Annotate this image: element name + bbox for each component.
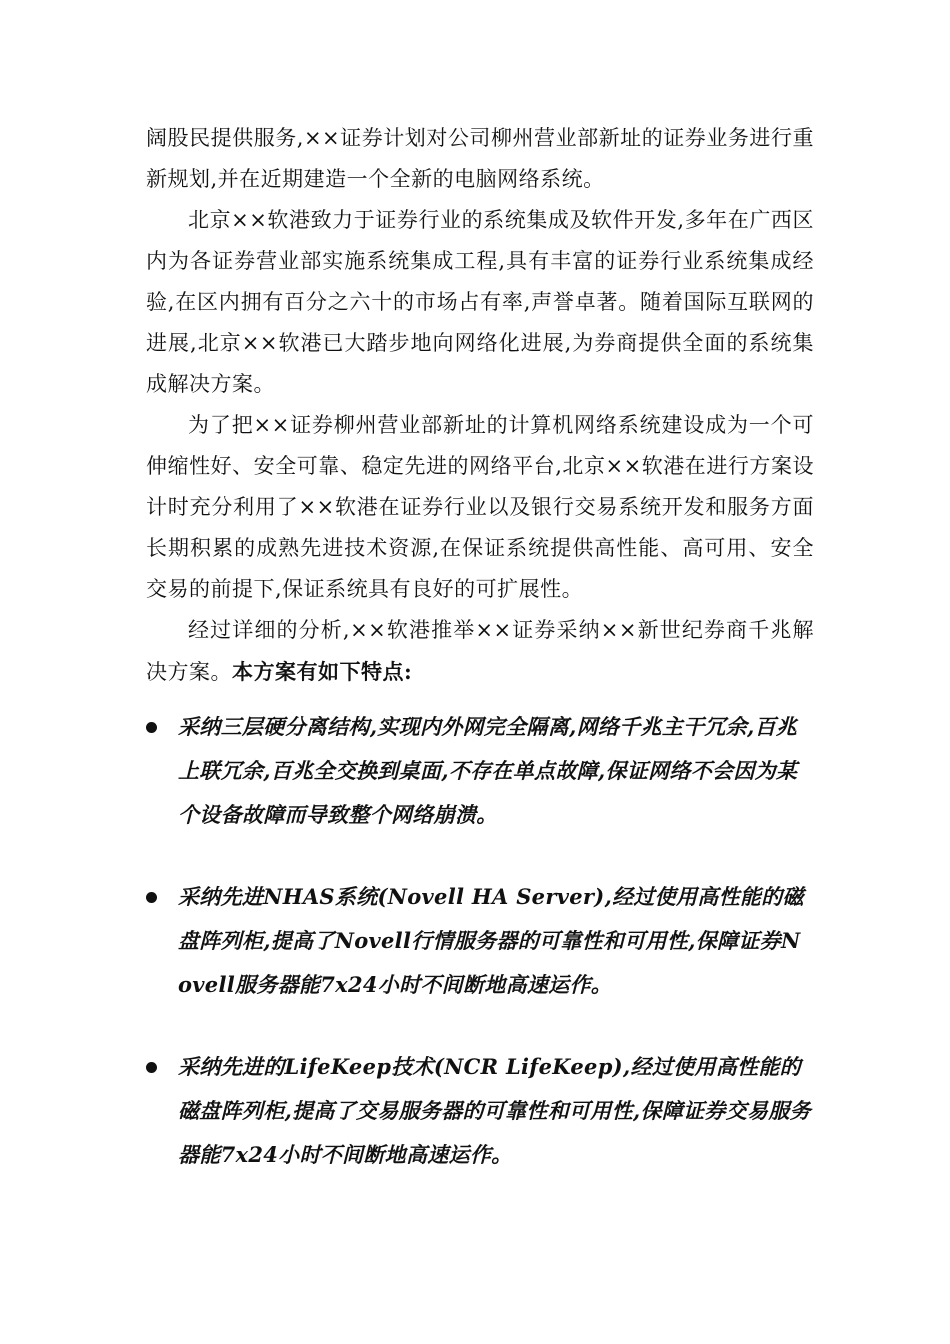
features-heading: 本方案有如下特点: — [232, 659, 413, 684]
bullet-icon — [146, 1062, 157, 1073]
feature-text: 采纳先进NHAS系统(Novell HA Server),经过使用高性能的磁盘阵列柜,提高了Novell行情服务器的可靠性和可用性,保障证券Novell服务器能7x24小时不间断地高速运作。 — [178, 884, 804, 997]
feature-text: 采纳三层硬分离结构,实现内外网完全隔离,网络千兆主干冗余,百兆上联冗余,百兆全交换到桌面,不存在单点故障,保证网络不会因为某个设备故障而导致整个网络崩溃。 — [178, 714, 798, 827]
bullet-icon — [146, 722, 157, 733]
paragraph-company-intro: 北京××软港致力于证券行业的系统集成及软件开发,多年在广西区内为各证券营业部实施系统集成工程,具有丰富的证券行业系统集成经验,在区内拥有百分之六十的市场占有率,声誉卓著。随着国际互联网的进展,北京××软港已大踏步地向网络化进展,为券商提供全面的系统集成解决方案。 — [146, 208, 814, 396]
feature-text: 采纳先进的LifeKeep技术(NCR LifeKeep),经过使用高性能的磁盘阵列柜,提高了交易服务器的可靠性和可用性,保障证券交易服务器能7x24小时不间断地高速运作。 — [178, 1054, 811, 1167]
paragraph-design-goal: 为了把××证券柳州营业部新址的计算机网络系统建设成为一个可伸缩性好、安全可靠、稳定先进的网络平台,北京××软港在进行方案设计时充分利用了××软港在证券行业以及银行交易系统开发和服务方面长期积累的成熟先进技术资源,在保证系统提供高性能、高可用、安全交易的前提下,保证系统具有良好的可扩展性。 — [146, 413, 814, 601]
feature-item-nhas — [146, 875, 814, 1007]
document-body — [146, 118, 814, 1215]
feature-list — [146, 705, 814, 1177]
paragraph-recommendation — [146, 610, 814, 693]
paragraph-continuation: 阔股民提供服务,××证券计划对公司柳州营业部新址的证券业务进行重新规划,并在近期建造一个全新的电脑网络系统。 — [146, 126, 814, 191]
feature-item-architecture — [146, 705, 814, 837]
feature-item-lifekeep — [146, 1045, 814, 1177]
recommendation-text: 经过详细的分析,××软港推举××证券采纳××新世纪券商千兆解决方案。 — [146, 618, 814, 684]
bullet-icon — [146, 892, 157, 903]
